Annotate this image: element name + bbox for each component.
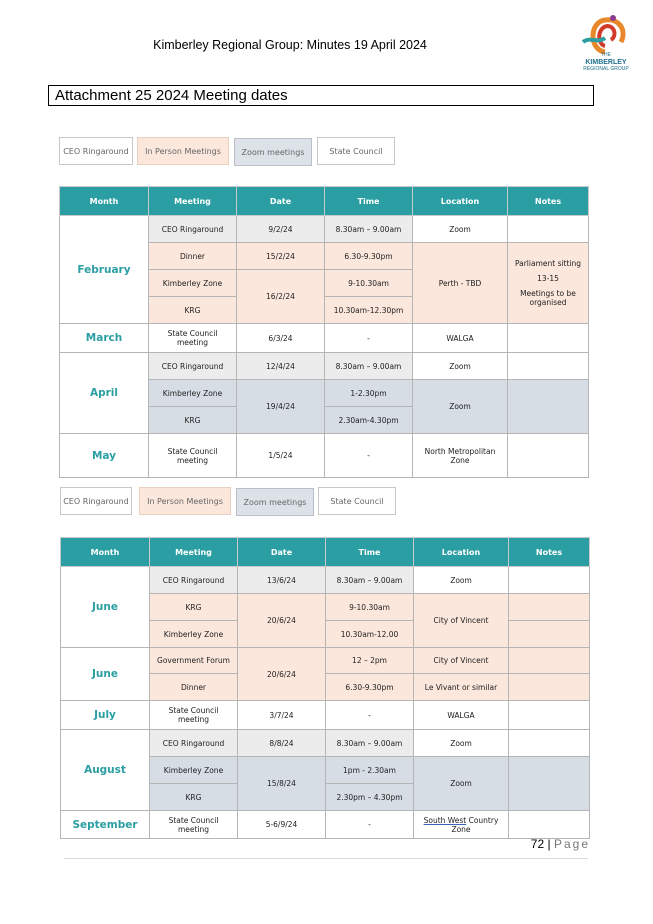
col-time: Time	[326, 538, 414, 567]
page-label: Page	[553, 837, 590, 851]
col-month: Month	[61, 538, 150, 567]
notes-cell	[509, 701, 590, 730]
legend-zoom-meetings: Zoom meetings	[234, 138, 312, 166]
notes-cell	[509, 674, 590, 701]
meeting-dates-table-1	[59, 186, 589, 478]
notes-cell	[508, 243, 589, 324]
note-text: Parliament sitting	[514, 259, 582, 268]
time-cell: 8.30am – 9.00am	[325, 353, 413, 380]
time-cell: 8.30am – 9.00am	[326, 567, 414, 594]
date-cell: 8/8/24	[238, 730, 326, 757]
meeting-cell: Kimberley Zone	[149, 270, 237, 297]
meeting-cell: Government Forum	[150, 648, 238, 674]
note-text: Meetings to be organised	[520, 289, 576, 307]
meeting-cell: Kimberley Zone	[149, 380, 237, 407]
table-row	[60, 216, 589, 243]
month-cell: September	[61, 811, 150, 839]
date-cell: 15/2/24	[237, 243, 325, 270]
date-cell: 3/7/24	[238, 701, 326, 730]
meeting-cell: State Council meeting	[150, 701, 238, 730]
legend-state-council: State Council	[317, 137, 395, 165]
meeting-cell: KRG	[150, 784, 238, 811]
notes-cell	[508, 380, 589, 434]
location-link-text: South West	[423, 815, 467, 825]
meeting-cell: KRG	[149, 407, 237, 434]
meeting-cell: CEO Ringaround	[150, 567, 238, 594]
table-row	[61, 701, 590, 730]
time-cell: 6.30-9.30pm	[325, 243, 413, 270]
table-header-row	[61, 538, 590, 567]
location-text: Country Zone	[451, 815, 499, 834]
meeting-cell: KRG	[149, 297, 237, 324]
date-cell: 9/2/24	[237, 216, 325, 243]
col-notes: Notes	[509, 538, 590, 567]
location-cell: Perth - TBD	[413, 243, 508, 324]
location-cell: Zoom	[414, 757, 509, 811]
notes-cell	[509, 811, 590, 839]
notes-cell	[509, 730, 590, 757]
meeting-cell: Dinner	[149, 243, 237, 270]
meeting-cell: Kimberley Zone	[150, 757, 238, 784]
location-cell: Zoom	[414, 730, 509, 757]
date-cell: 20/6/24	[238, 648, 326, 701]
col-location: Location	[413, 187, 508, 216]
logo-line3: REGIONAL GROUP	[583, 66, 629, 72]
table-row	[61, 811, 590, 839]
time-cell: 6.30-9.30pm	[326, 674, 414, 701]
legend-ceo-ringaround: CEO Ringaround	[60, 487, 132, 515]
logo-wordmark	[578, 52, 634, 73]
time-cell: -	[325, 324, 413, 353]
col-time: Time	[325, 187, 413, 216]
table-row	[60, 434, 589, 478]
table-row	[61, 730, 590, 757]
location-cell: Zoom	[413, 216, 508, 243]
month-cell: July	[61, 701, 150, 730]
location-cell: WALGA	[414, 701, 509, 730]
logo-line1: THE	[601, 52, 611, 58]
col-notes: Notes	[508, 187, 589, 216]
location-cell	[414, 811, 509, 839]
date-cell: 12/4/24	[237, 353, 325, 380]
meeting-cell: Kimberley Zone	[150, 621, 238, 648]
date-cell: 20/6/24	[238, 594, 326, 648]
time-cell: 2.30am-4.30pm	[325, 407, 413, 434]
table-row	[61, 648, 590, 674]
table-row	[60, 353, 589, 380]
notes-cell	[508, 324, 589, 353]
legend-zoom-meetings: Zoom meetings	[236, 488, 314, 516]
meeting-dates-table-2	[60, 537, 590, 839]
date-cell: 16/2/24	[237, 270, 325, 324]
page-number-value: 72	[530, 837, 545, 851]
meeting-cell: CEO Ringaround	[149, 216, 237, 243]
time-cell: 2.30pm – 4.30pm	[326, 784, 414, 811]
meeting-cell: Dinner	[150, 674, 238, 701]
month-cell: March	[60, 324, 149, 353]
notes-cell	[509, 567, 590, 594]
month-cell: February	[60, 216, 149, 324]
time-cell: 10.30am-12.30pm	[325, 297, 413, 324]
date-cell: 1/5/24	[237, 434, 325, 478]
logo-line2: KIMBERLEY	[585, 59, 627, 66]
meeting-cell: State Council meeting	[149, 324, 237, 353]
date-cell: 6/3/24	[237, 324, 325, 353]
col-date: Date	[238, 538, 326, 567]
location-cell: Zoom	[414, 567, 509, 594]
time-cell: -	[326, 701, 414, 730]
month-cell: June	[61, 567, 150, 648]
location-cell: City of Vincent	[414, 648, 509, 674]
page-number	[500, 837, 590, 851]
location-cell: Zoom	[413, 353, 508, 380]
col-location: Location	[414, 538, 509, 567]
legend-ceo-ringaround: CEO Ringaround	[59, 137, 133, 165]
month-cell: August	[61, 730, 150, 811]
note-text: 13-15	[537, 274, 559, 283]
table-row	[61, 567, 590, 594]
meeting-cell: CEO Ringaround	[150, 730, 238, 757]
table-row	[60, 324, 589, 353]
notes-cell	[508, 216, 589, 243]
page-header-title: Kimberley Regional Group: Minutes 19 April 2024	[153, 38, 427, 52]
footer-divider	[64, 858, 588, 859]
legend-in-person-meetings: In Person Meetings	[139, 487, 231, 515]
time-cell: 9-10.30am	[325, 270, 413, 297]
meeting-cell: CEO Ringaround	[149, 353, 237, 380]
time-cell: 8.30am – 9.00am	[325, 216, 413, 243]
date-cell: 5-6/9/24	[238, 811, 326, 839]
col-meeting: Meeting	[149, 187, 237, 216]
month-cell: June	[61, 648, 150, 701]
location-cell: WALGA	[413, 324, 508, 353]
legend-state-council: State Council	[318, 487, 396, 515]
time-cell: 9-10.30am	[326, 594, 414, 621]
time-cell: 1pm - 2.30am	[326, 757, 414, 784]
col-date: Date	[237, 187, 325, 216]
location-cell: Le Vivant or similar	[414, 674, 509, 701]
date-cell: 15/8/24	[238, 757, 326, 811]
month-cell: April	[60, 353, 149, 434]
time-cell: -	[326, 811, 414, 839]
time-cell: 10.30am-12.00	[326, 621, 414, 648]
attachment-title: Attachment 25 2024 Meeting dates	[48, 85, 594, 106]
time-cell: 1-2.30pm	[325, 380, 413, 407]
col-month: Month	[60, 187, 149, 216]
notes-cell	[508, 434, 589, 478]
legend-in-person-meetings: In Person Meetings	[137, 137, 229, 165]
time-cell: 12 – 2pm	[326, 648, 414, 674]
notes-cell	[508, 353, 589, 380]
date-cell: 19/4/24	[237, 380, 325, 434]
notes-cell	[509, 648, 590, 674]
month-cell: May	[60, 434, 149, 478]
time-cell: -	[325, 434, 413, 478]
time-cell: 8.30am – 9.00am	[326, 730, 414, 757]
col-meeting: Meeting	[150, 538, 238, 567]
date-cell: 13/6/24	[238, 567, 326, 594]
notes-cell	[509, 594, 590, 621]
location-cell: City of Vincent	[414, 594, 509, 648]
meeting-cell: State Council meeting	[149, 434, 237, 478]
location-cell: North Metropolitan Zone	[413, 434, 508, 478]
meeting-cell: State Council meeting	[150, 811, 238, 839]
notes-cell	[509, 757, 590, 811]
table-header-row	[60, 187, 589, 216]
notes-cell	[509, 621, 590, 648]
meeting-cell: KRG	[150, 594, 238, 621]
location-cell: Zoom	[413, 380, 508, 434]
page-separator: |	[547, 837, 551, 851]
